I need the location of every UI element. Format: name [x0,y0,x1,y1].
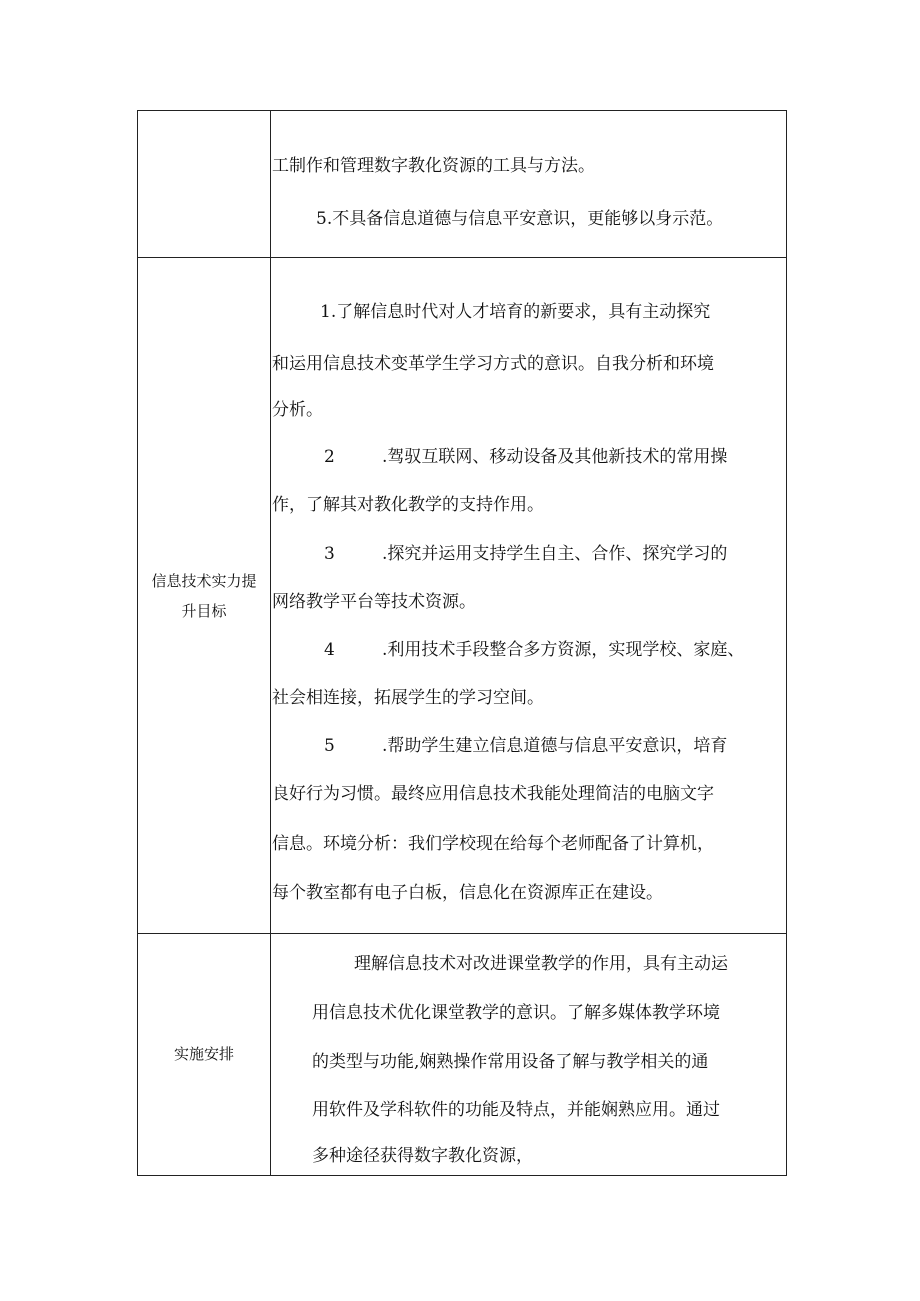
text-line: 网络教学平台等技术资源。 [272,592,476,612]
row-label-implementation: 实施安排 [173,1045,234,1063]
text-line: 信息。环境分析：我们学校现在给每个老师配备了计算机， [272,834,714,854]
label-line: 升目标 [181,602,227,620]
text-line: 分析。 [272,400,323,420]
text-line: 每个教室都有电子白板，信息化在资源库正在建设。 [272,883,663,903]
item-number: 5 [324,736,335,756]
text-line: 用信息技术优化课堂教学的意识。了解多媒体教学环境 [312,1003,720,1023]
text-line: 社会相连接，拓展学生的学习空间。 [272,688,544,708]
text-line: 5.不具备信息道德与信息平安意识，更能够以身示范。 [316,209,724,229]
text-line: 多种途径获得数字教化资源， [312,1146,533,1166]
text-line: .利用技术手段整合多方资源，实现学校、家庭、 [382,640,745,660]
row-divider [138,933,786,934]
text-line: 理解信息技术对改进课堂教学的作用，具有主动运 [354,954,728,974]
item-number: 2 [324,447,335,467]
row-label-empty [138,111,270,257]
row-label-goals [138,566,270,626]
text-line: 用软件及学科软件的功能及特点，并能娴熟应用。通过 [312,1100,720,1120]
text-line: 作，了解其对教化教学的支持作用。 [272,495,544,515]
text-line: 和运用信息技术变革学生学习方式的意识。自我分析和环境 [272,354,714,374]
text-line: 1.了解信息时代对人才培育的新要求，具有主动探究 [320,302,711,322]
text-line: 工制作和管理数字教化资源的工具与方法。 [272,156,595,176]
item-number: 3 [324,544,335,564]
text-line: 的类型与功能,娴熟操作常用设备了解与教学相关的通 [312,1052,709,1072]
row-divider [138,257,786,258]
label-line: 信息技术实力提 [151,572,257,590]
plan-table [137,110,787,1176]
text-line: .驾驭互联网、移动设备及其他新技术的常用操 [382,447,728,467]
column-divider [270,111,271,1175]
item-number: 4 [324,640,335,660]
text-line: .探究并运用支持学生自主、合作、探究学习的 [382,544,728,564]
text-line: 良好行为习惯。最终应用信息技术我能处理简洁的电脑文字 [272,784,714,804]
text-line: .帮助学生建立信息道德与信息平安意识，培育 [382,736,728,756]
